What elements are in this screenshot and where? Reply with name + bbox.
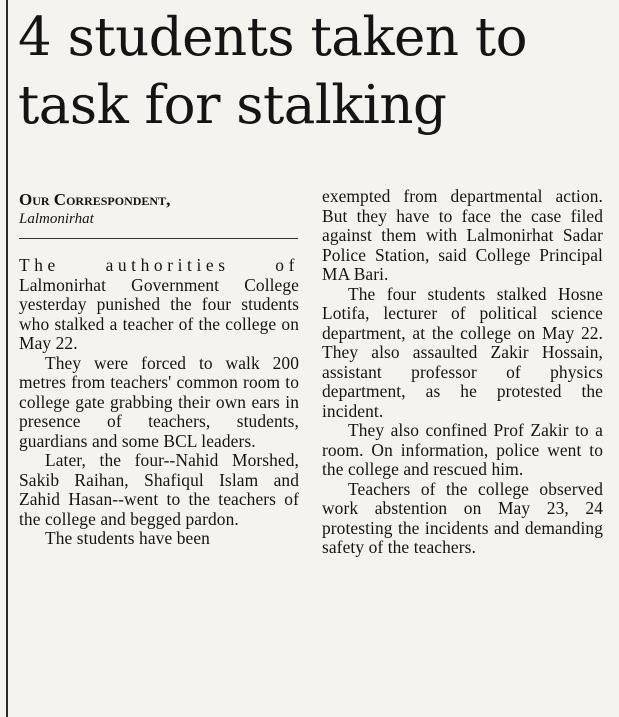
lead-rest: Lalmonirhat Government College yesterday punished the four students who stalked a teacher of the college on May 22. <box>19 274 299 353</box>
headline-line-2: task for stalking <box>18 75 447 136</box>
headline-line-1: 4 students taken to <box>18 7 528 68</box>
paragraph <box>19 256 299 354</box>
article-column-1 <box>19 256 299 549</box>
lead-words: The authorities of <box>19 255 299 275</box>
paragraph: The four students stalked Hosne Lotifa, lecturer of political science department, at the college on May 22. They also assaulted Zakir Hossain, assistant professor of physics department, as he protested the incident. <box>322 283 603 421</box>
paragraph: They also confined Prof Zakir to a room. On information, police went to the college and rescued him. <box>322 420 603 479</box>
paragraph: exempted from departmental action. But they have to face the case filed against them with Lalmonirhat Sadar Police Station, said College Principal MA Bari. <box>322 186 603 284</box>
paragraph: They were forced to walk 200 metres from teachers' common room to college gate grabbing their own ears in presence of teachers, students, guardians and some BCL leaders. <box>19 352 299 451</box>
headline <box>18 4 614 140</box>
paragraph: Teachers of the college observed work abstention on May 23, 24 protesting the incidents and demanding safety of the teachers. <box>322 478 603 557</box>
column-rule <box>6 0 8 717</box>
paragraph: The students have been <box>45 528 210 548</box>
article-column-2 <box>322 187 603 558</box>
byline-divider <box>19 238 298 239</box>
byline-place: Lalmonirhat <box>19 211 94 227</box>
byline-name: Our Correspondent, <box>19 190 171 209</box>
paragraph: Later, the four--Nahid Morshed, Sakib Raihan, Shafiqul Islam and Zahid Hasan--went to the teachers of the college and begged pardon. <box>19 450 299 529</box>
byline <box>19 190 299 228</box>
